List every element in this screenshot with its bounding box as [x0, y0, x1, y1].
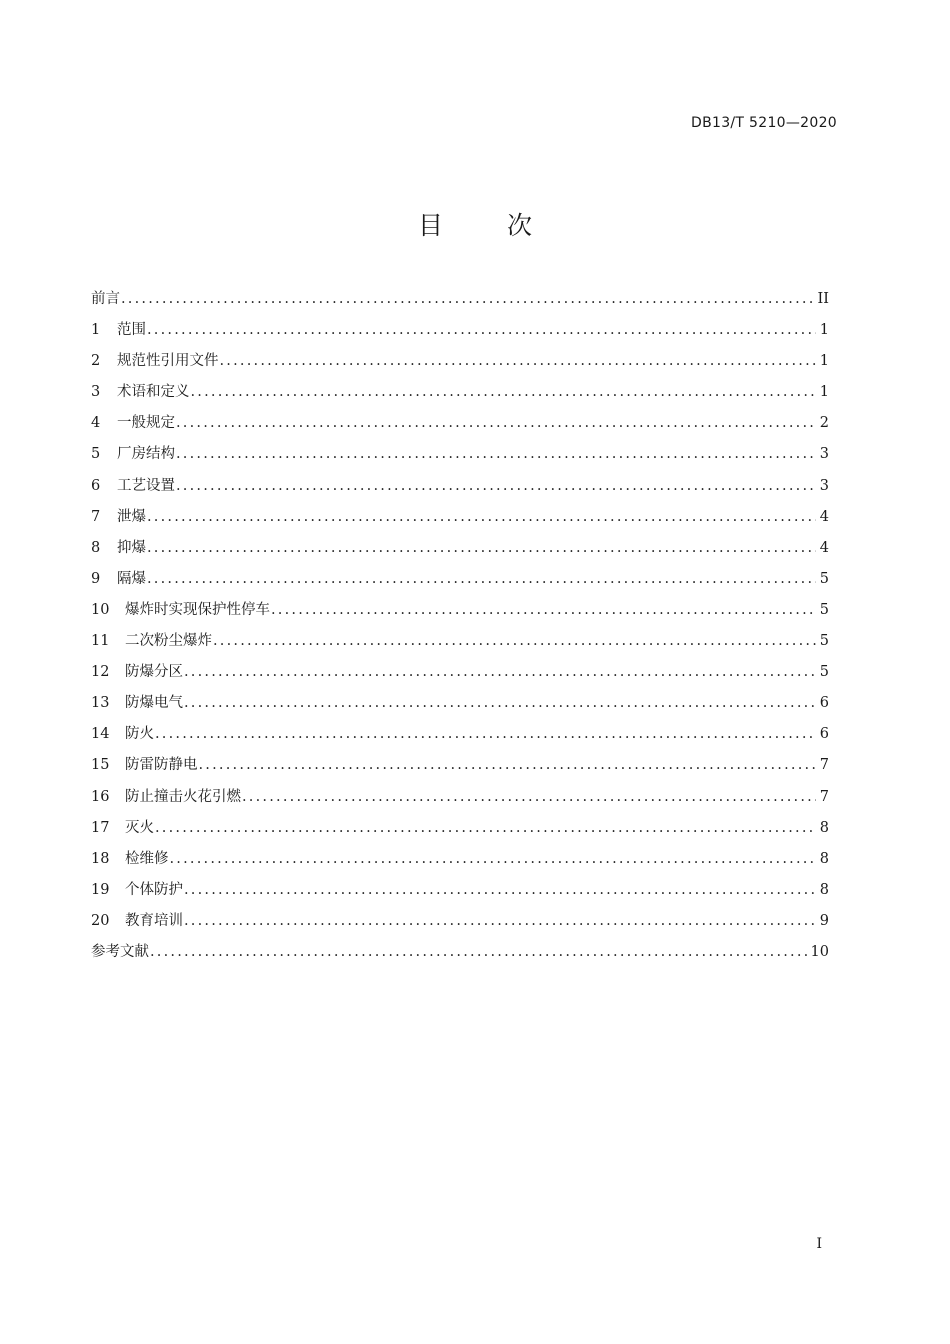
toc-dot-leader: [176, 410, 816, 436]
toc-entry-page: II: [817, 291, 829, 307]
toc-dot-leader: [155, 815, 816, 841]
toc-title: 目 次: [418, 211, 560, 240]
toc-dot-leader: [150, 939, 807, 965]
toc-entry-page: 10: [810, 943, 829, 960]
toc-dot-leader: [213, 628, 816, 654]
toc-entry-number: 15: [91, 757, 110, 774]
toc-entry-page: 4: [819, 508, 829, 525]
toc-entry[interactable]: [91, 441, 829, 472]
document-code: DB13/T 5210—2020: [691, 115, 837, 131]
table-of-contents: [91, 286, 829, 970]
toc-entry-page: 8: [819, 850, 829, 867]
toc-entry[interactable]: [91, 566, 829, 597]
toc-entry[interactable]: [91, 877, 829, 908]
toc-entry[interactable]: [91, 784, 829, 815]
toc-entry-page: 5: [819, 570, 829, 587]
toc-entry[interactable]: [91, 752, 829, 783]
toc-dot-leader: [220, 348, 816, 374]
toc-entry-page: 3: [819, 446, 829, 463]
toc-dot-leader: [176, 441, 816, 467]
toc-entry-number: 10: [91, 601, 110, 618]
toc-entry-label: 参考文献: [91, 943, 149, 960]
toc-entry-label: 工艺设置: [117, 477, 175, 494]
toc-entry-label: 二次粉尘爆炸: [125, 633, 212, 650]
toc-entry-page: 1: [819, 322, 829, 339]
toc-entry-page: 1: [819, 353, 829, 370]
toc-entry-label: 前言: [91, 291, 120, 307]
toc-entry-number: 12: [91, 664, 110, 681]
toc-entry-page: 6: [819, 695, 829, 712]
toc-entry[interactable]: [91, 815, 829, 846]
toc-entry-label: 检维修: [125, 850, 169, 867]
toc-entry-number: 13: [91, 695, 110, 712]
toc-dot-leader: [199, 752, 816, 778]
toc-entry-label: 防爆电气: [125, 695, 183, 712]
toc-dot-leader: [184, 690, 816, 716]
toc-entry-label: 厂房结构: [117, 446, 175, 463]
toc-entry-label: 防雷防静电: [125, 757, 198, 774]
toc-dot-leader: [170, 846, 816, 872]
toc-entry-number: 18: [91, 850, 110, 867]
toc-entry-label: 规范性引用文件: [117, 353, 219, 370]
toc-dot-leader: [147, 504, 816, 530]
toc-entry-label: 防爆分区: [125, 664, 183, 681]
toc-entry-page: 8: [819, 819, 829, 836]
toc-dot-leader: [121, 286, 814, 312]
toc-entry[interactable]: [91, 659, 829, 690]
toc-entry-page: 7: [819, 788, 829, 805]
toc-entry-label: 灭火: [125, 819, 154, 836]
toc-entry-number: 7: [91, 508, 101, 525]
toc-entry[interactable]: [91, 690, 829, 721]
toc-dot-leader: [184, 908, 816, 934]
toc-entry[interactable]: [91, 286, 829, 317]
toc-entry-number: 5: [91, 446, 101, 463]
toc-entry-label: 教育培训: [125, 912, 183, 929]
toc-entry-page: 2: [819, 415, 829, 432]
toc-dot-leader: [184, 659, 816, 685]
toc-entry-page: 9: [819, 912, 829, 929]
toc-entry-number: 1: [91, 322, 101, 339]
toc-entry[interactable]: [91, 504, 829, 535]
toc-entry-number: 17: [91, 819, 110, 836]
toc-dot-leader: [147, 317, 816, 343]
toc-dot-leader: [191, 379, 816, 405]
toc-entry-label: 防止撞击火花引燃: [125, 788, 241, 805]
toc-entry-number: 3: [91, 384, 101, 401]
toc-entry-label: 隔爆: [117, 570, 146, 587]
toc-entry-page: 3: [819, 477, 829, 494]
toc-dot-leader: [242, 784, 816, 810]
toc-entry-page: 5: [819, 633, 829, 650]
toc-entry[interactable]: [91, 939, 829, 970]
toc-entry-page: 6: [819, 726, 829, 743]
toc-entry-page: 5: [819, 601, 829, 618]
page-number: I: [816, 1236, 822, 1252]
toc-entry-label: 术语和定义: [117, 384, 190, 401]
toc-entry[interactable]: [91, 410, 829, 441]
toc-dot-leader: [184, 877, 816, 903]
toc-entry-number: 11: [91, 633, 110, 650]
toc-entry-number: 8: [91, 539, 101, 556]
toc-entry-number: 9: [91, 570, 101, 587]
toc-entry-number: 4: [91, 415, 101, 432]
toc-entry-page: 5: [819, 664, 829, 681]
toc-dot-leader: [155, 721, 816, 747]
toc-dot-leader: [271, 597, 816, 623]
toc-entry[interactable]: [91, 628, 829, 659]
toc-entry[interactable]: [91, 317, 829, 348]
toc-entry[interactable]: [91, 379, 829, 410]
toc-entry-number: 16: [91, 788, 110, 805]
toc-entry-label: 范围: [117, 322, 146, 339]
toc-entry-number: 14: [91, 726, 110, 743]
toc-entry-label: 抑爆: [117, 539, 146, 556]
toc-dot-leader: [176, 473, 816, 499]
toc-entry[interactable]: [91, 846, 829, 877]
toc-entry-label: 一般规定: [117, 415, 175, 432]
toc-entry-page: 8: [819, 881, 829, 898]
toc-entry[interactable]: [91, 535, 829, 566]
toc-entry-number: 6: [91, 477, 101, 494]
toc-entry[interactable]: [91, 721, 829, 752]
toc-entry-label: 防火: [125, 726, 154, 743]
toc-dot-leader: [147, 566, 816, 592]
toc-entry-number: 19: [91, 881, 110, 898]
toc-entry[interactable]: [91, 597, 829, 628]
toc-entry[interactable]: [91, 908, 829, 939]
toc-entry-number: 20: [91, 912, 110, 929]
toc-entry-page: 1: [819, 384, 829, 401]
toc-entry-label: 爆炸时实现保护性停车: [125, 601, 270, 618]
toc-entry[interactable]: [91, 348, 829, 379]
toc-entry-label: 个体防护: [125, 881, 183, 898]
toc-dot-leader: [147, 535, 816, 561]
toc-entry-label: 泄爆: [117, 508, 146, 525]
toc-entry-page: 7: [819, 757, 829, 774]
toc-entry-page: 4: [819, 539, 829, 556]
toc-entry-number: 2: [91, 353, 101, 370]
toc-entry[interactable]: [91, 473, 829, 504]
